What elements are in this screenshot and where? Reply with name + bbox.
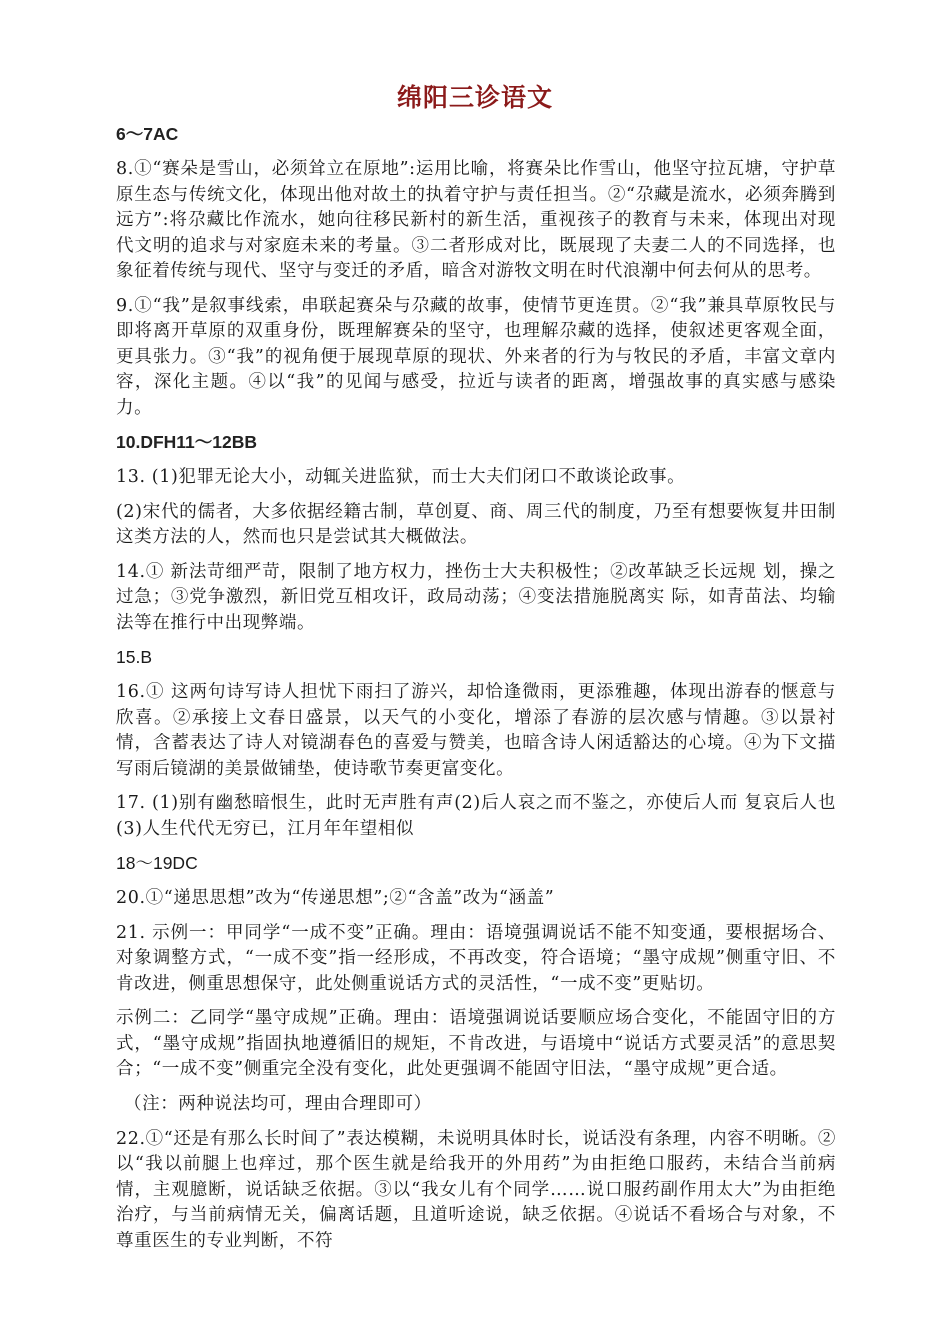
answer-17: 17. (1)别有幽愁暗恨生，此时无声胜有声(2)后人哀之而不鉴之，亦使后人而 复哀后人也(3)人生代代无穷已，江月年年望相似 — [116, 793, 836, 839]
answer-18-19: 18～19DC — [116, 853, 198, 873]
answer-20: 20.①“递思思想”改为“传递思想”;②“含盖”改为“涵盖” — [116, 888, 555, 908]
answer-13-1: 13. (1)犯罪无论大小，动辄关进监狱，而士大夫们闭口不敢谈论政事。 — [116, 467, 686, 487]
answer-15: 15.B — [116, 647, 152, 667]
answer-16: 16.① 这两句诗写诗人担忧下雨扫了游兴，却恰逢微雨，更添雅趣，体现出游春的惬意与欣喜。②承接上文春日盛景，以天气的小变化，增添了春游的层次感与情趣。③以景衬情，含蓄表达了诗人对镜湖春色的喜爱与赞美，也暗含诗人闲适豁达的心境。④为下文描写雨后镜湖的美景做铺垫，使诗歌节奏更富变化。 — [116, 682, 836, 779]
page-title: 绵阳三诊语文 — [396, 83, 553, 112]
answer-22: 22.①“还是有那么长时间了”表达模糊，未说明具体时长，说话没有条理，内容不明晰。②以“我以前腿上也痒过，那个医生就是给我开的外用药”为由拒绝口服药，未结合当前病情，主观臆断，说话缺乏依据。③以“我女儿有个同学……说口服药副作用太大”为由拒绝治疗，与当前病情无关，偏离话题，且道听途说，缺乏依据。④说话不看场合与对象，不尊重医生的专业判断，不符 — [116, 1128, 836, 1251]
answer-10-12: 10.DFH11～12BB — [116, 432, 258, 452]
answer-21-note: （注：两种说法均可，理由合理即可） — [124, 1093, 432, 1114]
answer-14: 14.① 新法苛细严苛，限制了地方权力，挫伤士大夫积极性；②改革缺乏长远规 划，操之过急；③党争激烈，新旧党互相攻讦，政局动荡；④变法措施脱离实 际，如青苗法、均输法等在推行中出现弊端。 — [116, 561, 836, 633]
answer-8: 8.①“赛朵是雪山，必须耸立在原地”:运用比喻，将赛朵比作雪山，他坚守拉瓦塘，守护草原生态与传统文化，体现出他对故土的执着守护与责任担当。②“尕藏是流水，必须奔腾到远方”:将尕藏比作流水，她向往移民新村的新生活，重视孩子的教育与未来，体现出对现代文明的追求与对家庭未来的考量。③二者形成对比，既展现了夫妻二人的不同选择，也象征着传统与现代、坚守与变迁的矛盾，暗含对游牧文明在时代浪潮中何去何从的思考。 — [116, 159, 836, 281]
answer-21-example-1: 21. 示例一：甲同学“一成不变”正确。理由：语境强调说话不能不知变通，要根据场合、对象调整方式，“一成不变”指一经形成，不再改变，符合语境；“墨守成规”侧重守旧、不肯改进，侧重思想保守，此处侧重说话方式的灵活性，“一成不变”更贴切。 — [116, 922, 836, 994]
answer-6-7: 6～7AC — [116, 124, 179, 144]
answer-21-example-2: 示例二：乙同学“墨守成规”正确。理由：语境强调说话要顺应场合变化，不能固守旧的方式，“墨守成规”指固执地遵循旧的规矩，不肯改进，与语境中“说话方式要灵活”的意思契合；“一成不变”侧重完全没有变化，此处更强调不能固守旧法，“墨守成规”更合适。 — [116, 1008, 836, 1079]
answer-13-2: (2)宋代的儒者，大多依据经籍古制，草创夏、商、周三代的制度，乃至有想要恢复井田制这类方法的人，然而也只是尝试其大概做法。 — [116, 501, 836, 547]
answer-9: 9.①“我”是叙事线索，串联起赛朵与尕藏的故事，使情节更连贯。②“我”兼具草原牧民与即将离开草原的双重身份，既理解赛朵的坚守，也理解尕藏的选择，使叙述更客观全面，更具张力。③“我”的视角便于展现草原的现状、外来者的行为与牧民的矛盾，丰富文章内容，深化主题。④以“我”的见闻与感受，拉近与读者的距离，增强故事的真实感与感染力。 — [116, 295, 836, 418]
answer-content — [116, 122, 836, 1263]
